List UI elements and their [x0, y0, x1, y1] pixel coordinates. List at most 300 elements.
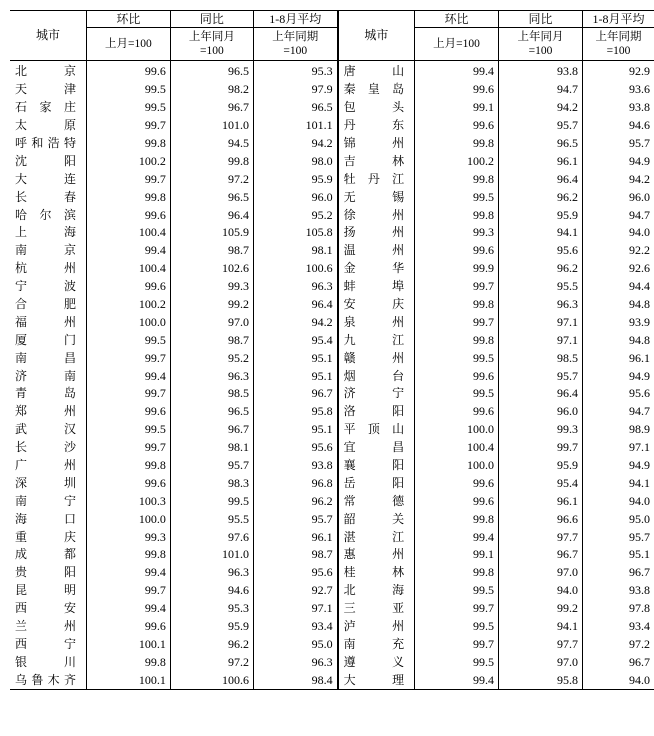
yoy-value-right: 96.4 [498, 385, 582, 403]
city-name-right: 赣 州 [338, 349, 415, 367]
table-row [10, 492, 654, 510]
avg-value-right: 95.7 [582, 528, 654, 546]
table-row [10, 81, 654, 99]
avg-value-left: 94.2 [254, 135, 338, 153]
avg-value-right: 96.7 [582, 564, 654, 582]
avg-value-right: 93.9 [582, 313, 654, 331]
mom-header-left: 环比 [87, 11, 171, 28]
yoy-value-right: 99.7 [498, 439, 582, 457]
yoy-header-right: 同比 [498, 11, 582, 28]
avg-value-right: 93.4 [582, 618, 654, 636]
avg-base-left: 上年同期 =100 [254, 28, 338, 61]
city-name-left: 昆 明 [15, 583, 76, 598]
table-row [10, 582, 654, 600]
yoy-value-left: 100.6 [170, 671, 253, 689]
city-name-right: 桂 林 [338, 564, 415, 582]
avg-value-left: 105.8 [254, 224, 338, 242]
yoy-value-left: 96.7 [170, 99, 253, 117]
yoy-base-right: 上年同月 =100 [498, 28, 582, 61]
mom-value-right: 99.5 [415, 188, 499, 206]
table-body [10, 61, 654, 690]
yoy-value-right: 96.1 [498, 152, 582, 170]
table-row [10, 600, 654, 618]
city-name-left: 哈尔滨 [15, 207, 76, 222]
table-row [10, 152, 654, 170]
avg-value-left: 95.3 [254, 61, 338, 81]
mom-value-left: 99.4 [87, 242, 171, 260]
yoy-value-right: 96.6 [498, 510, 582, 528]
city-name-right: 烟 台 [338, 367, 415, 385]
yoy-value-left: 96.5 [170, 403, 253, 421]
table-header [10, 11, 654, 61]
avg-value-right: 97.1 [582, 439, 654, 457]
avg-value-right: 97.2 [582, 636, 654, 654]
city-name-left: 沈 阳 [15, 153, 76, 168]
table-row [10, 528, 654, 546]
yoy-value-left: 98.5 [170, 385, 253, 403]
mom-value-right: 100.2 [415, 152, 499, 170]
avg-value-right: 94.8 [582, 296, 654, 314]
mom-value-right: 99.8 [415, 135, 499, 153]
city-name-left: 贵 阳 [15, 565, 76, 580]
avg-value-left: 95.6 [254, 564, 338, 582]
city-name-right: 岳 阳 [338, 474, 415, 492]
mom-value-left: 100.3 [87, 492, 171, 510]
table-row [10, 135, 654, 153]
avg-value-right: 94.1 [582, 474, 654, 492]
city-name-left: 广 州 [15, 458, 76, 473]
city-name-right: 韶 关 [338, 510, 415, 528]
avg-value-left: 100.6 [254, 260, 338, 278]
city-name-left: 长 春 [15, 189, 76, 204]
table-row [10, 421, 654, 439]
mom-value-right: 99.6 [415, 403, 499, 421]
mom-value-right: 99.5 [415, 653, 499, 671]
yoy-value-left: 96.2 [170, 636, 253, 654]
yoy-value-right: 95.7 [498, 117, 582, 135]
city-name-right: 宜 昌 [338, 439, 415, 457]
mom-value-left: 99.5 [87, 81, 171, 99]
mom-value-right: 99.3 [415, 224, 499, 242]
avg-value-right: 94.8 [582, 331, 654, 349]
yoy-value-right: 97.0 [498, 564, 582, 582]
city-name-left: 重 庆 [15, 529, 76, 544]
yoy-value-right: 96.5 [498, 135, 582, 153]
avg-value-right: 95.1 [582, 546, 654, 564]
yoy-value-right: 96.1 [498, 492, 582, 510]
mom-value-left: 100.0 [87, 313, 171, 331]
mom-value-left: 100.2 [87, 296, 171, 314]
avg-value-left: 95.9 [254, 170, 338, 188]
mom-base-left: 上月=100 [87, 28, 171, 61]
mom-value-right: 99.7 [415, 278, 499, 296]
yoy-value-right: 97.1 [498, 313, 582, 331]
yoy-value-right: 95.8 [498, 671, 582, 689]
mom-value-left: 100.4 [87, 224, 171, 242]
city-name-right: 湛 江 [338, 528, 415, 546]
mom-value-left: 99.7 [87, 349, 171, 367]
avg-value-left: 95.2 [254, 206, 338, 224]
avg-value-right: 94.0 [582, 224, 654, 242]
yoy-value-left: 97.2 [170, 170, 253, 188]
city-name-right: 牡丹江 [338, 170, 415, 188]
city-name-left: 上 海 [15, 225, 76, 240]
avg-value-right: 93.6 [582, 81, 654, 99]
mom-value-right: 99.6 [415, 492, 499, 510]
city-name-right: 温 州 [338, 242, 415, 260]
mom-value-left: 100.1 [87, 636, 171, 654]
yoy-value-left: 97.0 [170, 313, 253, 331]
yoy-value-left: 97.6 [170, 528, 253, 546]
avg-value-right: 95.0 [582, 510, 654, 528]
avg-value-left: 93.4 [254, 618, 338, 636]
yoy-value-left: 95.3 [170, 600, 253, 618]
mom-value-left: 99.6 [87, 474, 171, 492]
city-name-left: 宁 波 [15, 279, 76, 294]
avg-value-right: 92.6 [582, 260, 654, 278]
mom-value-right: 99.1 [415, 546, 499, 564]
yoy-value-left: 99.5 [170, 492, 253, 510]
mom-value-left: 99.7 [87, 439, 171, 457]
avg-value-left: 97.9 [254, 81, 338, 99]
yoy-value-left: 95.5 [170, 510, 253, 528]
mom-value-left: 100.4 [87, 260, 171, 278]
yoy-value-left: 99.8 [170, 152, 253, 170]
mom-value-right: 99.5 [415, 582, 499, 600]
avg-value-left: 96.8 [254, 474, 338, 492]
yoy-value-right: 95.5 [498, 278, 582, 296]
avg-value-right: 95.7 [582, 135, 654, 153]
mom-header-right: 环比 [415, 11, 499, 28]
avg-value-right: 94.9 [582, 457, 654, 475]
city-name-right: 唐 山 [338, 61, 415, 81]
yoy-value-right: 94.1 [498, 224, 582, 242]
city-name-right: 丹 东 [338, 117, 415, 135]
table-row [10, 188, 654, 206]
yoy-value-right: 95.6 [498, 242, 582, 260]
mom-value-right: 99.6 [415, 81, 499, 99]
table-row [10, 170, 654, 188]
city-name-right: 吉 林 [338, 152, 415, 170]
yoy-value-right: 96.0 [498, 403, 582, 421]
avg-value-left: 96.2 [254, 492, 338, 510]
table-row [10, 296, 654, 314]
yoy-header-left: 同比 [170, 11, 253, 28]
city-name-left: 乌鲁木齐 [10, 671, 87, 689]
yoy-value-left: 99.3 [170, 278, 253, 296]
yoy-value-right: 96.7 [498, 546, 582, 564]
mom-value-left: 99.3 [87, 528, 171, 546]
city-name-right: 包 头 [338, 99, 415, 117]
yoy-value-right: 96.2 [498, 188, 582, 206]
city-name-right: 金 华 [338, 260, 415, 278]
avg-value-left: 97.1 [254, 600, 338, 618]
avg-value-right: 98.9 [582, 421, 654, 439]
avg-value-right: 94.7 [582, 206, 654, 224]
city-name-right: 襄 阳 [338, 457, 415, 475]
table-row [10, 313, 654, 331]
mom-value-right: 100.4 [415, 439, 499, 457]
city-name-right: 常 德 [338, 492, 415, 510]
city-name-left: 天 津 [15, 82, 76, 97]
yoy-value-right: 99.2 [498, 600, 582, 618]
mom-value-left: 99.6 [87, 206, 171, 224]
avg-value-right: 94.0 [582, 492, 654, 510]
table-row [10, 403, 654, 421]
avg-value-left: 98.1 [254, 242, 338, 260]
avg-value-right: 94.4 [582, 278, 654, 296]
city-name-left: 厦 门 [15, 332, 76, 347]
yoy-value-right: 96.3 [498, 296, 582, 314]
mom-value-left: 99.8 [87, 135, 171, 153]
avg-value-left: 96.7 [254, 385, 338, 403]
yoy-value-right: 95.9 [498, 206, 582, 224]
table-row [10, 260, 654, 278]
yoy-value-left: 102.6 [170, 260, 253, 278]
avg-value-right: 92.9 [582, 61, 654, 81]
mom-value-right: 99.5 [415, 349, 499, 367]
table-row [10, 618, 654, 636]
city-name-left: 深 圳 [15, 475, 76, 490]
yoy-value-left: 94.6 [170, 582, 253, 600]
city-name-right: 安 庆 [338, 296, 415, 314]
yoy-value-right: 97.0 [498, 653, 582, 671]
mom-value-right: 99.8 [415, 206, 499, 224]
yoy-value-left: 96.4 [170, 206, 253, 224]
avg-value-left: 98.4 [254, 671, 338, 689]
city-name-right: 洛 阳 [338, 403, 415, 421]
avg-value-left: 98.7 [254, 546, 338, 564]
yoy-value-left: 101.0 [170, 117, 253, 135]
avg-value-left: 95.8 [254, 403, 338, 421]
mom-value-left: 99.5 [87, 99, 171, 117]
yoy-value-left: 98.7 [170, 331, 253, 349]
yoy-value-left: 99.2 [170, 296, 253, 314]
mom-value-left: 99.6 [87, 278, 171, 296]
avg-value-left: 98.0 [254, 152, 338, 170]
city-name-left: 南 宁 [15, 493, 76, 508]
yoy-value-left: 97.2 [170, 653, 253, 671]
city-name-left: 西 宁 [15, 636, 76, 651]
city-name-left: 大 连 [15, 171, 76, 186]
mom-value-right: 99.8 [415, 564, 499, 582]
yoy-value-right: 94.1 [498, 618, 582, 636]
yoy-value-left: 96.7 [170, 421, 253, 439]
yoy-value-right: 97.1 [498, 331, 582, 349]
yoy-value-left: 98.1 [170, 439, 253, 457]
city-name-right: 惠 州 [338, 546, 415, 564]
avg-value-left: 94.2 [254, 313, 338, 331]
yoy-value-left: 101.0 [170, 546, 253, 564]
yoy-value-right: 95.4 [498, 474, 582, 492]
mom-value-left: 99.8 [87, 546, 171, 564]
city-name-right: 平顶山 [338, 421, 415, 439]
avg-value-left: 95.1 [254, 349, 338, 367]
city-name-left: 南 京 [15, 243, 76, 258]
table-row [10, 349, 654, 367]
mom-value-left: 99.4 [87, 600, 171, 618]
avg-value-left: 101.1 [254, 117, 338, 135]
table-row [10, 457, 654, 475]
yoy-value-left: 96.5 [170, 188, 253, 206]
mom-value-right: 99.9 [415, 260, 499, 278]
yoy-value-right: 97.7 [498, 528, 582, 546]
table-row [10, 510, 654, 528]
mom-value-right: 99.7 [415, 636, 499, 654]
mom-value-right: 99.4 [415, 61, 499, 81]
mom-value-right: 99.6 [415, 242, 499, 260]
mom-value-left: 99.7 [87, 117, 171, 135]
table-row [10, 242, 654, 260]
city-name-left: 海 口 [15, 511, 76, 526]
mom-value-left: 100.0 [87, 510, 171, 528]
mom-value-right: 99.6 [415, 117, 499, 135]
mom-value-left: 100.2 [87, 152, 171, 170]
mom-value-left: 99.5 [87, 331, 171, 349]
yoy-value-left: 95.9 [170, 618, 253, 636]
table-row [10, 636, 654, 654]
mom-value-left: 99.6 [87, 403, 171, 421]
mom-value-right: 100.0 [415, 457, 499, 475]
avg-value-left: 96.0 [254, 188, 338, 206]
table-row [10, 671, 654, 689]
avg-value-right: 95.6 [582, 385, 654, 403]
yoy-value-right: 94.7 [498, 81, 582, 99]
mom-value-left: 99.8 [87, 457, 171, 475]
yoy-value-right: 96.2 [498, 260, 582, 278]
avg-value-right: 94.6 [582, 117, 654, 135]
city-name-left: 太 原 [15, 118, 76, 133]
yoy-value-right: 97.7 [498, 636, 582, 654]
city-name-right: 大 理 [338, 671, 415, 689]
city-name-left: 福 州 [15, 314, 76, 329]
mom-value-right: 99.4 [415, 528, 499, 546]
table-row [10, 117, 654, 135]
mom-value-left: 100.1 [87, 671, 171, 689]
city-name-left: 成 都 [15, 547, 76, 562]
avg-value-left: 95.6 [254, 439, 338, 457]
yoy-value-left: 98.3 [170, 474, 253, 492]
table-row [10, 546, 654, 564]
yoy-value-left: 96.3 [170, 564, 253, 582]
city-name-left: 长 沙 [15, 440, 76, 455]
mom-value-right: 99.4 [415, 671, 499, 689]
city-name-left: 石家庄 [15, 100, 76, 115]
city-name-left: 合 肥 [15, 297, 76, 312]
avg-value-left: 93.8 [254, 457, 338, 475]
mom-value-left: 99.7 [87, 582, 171, 600]
yoy-value-left: 95.7 [170, 457, 253, 475]
table-row [10, 474, 654, 492]
avg-value-left: 96.3 [254, 278, 338, 296]
avg-base-right: 上年同期 =100 [582, 28, 654, 61]
yoy-value-right: 93.8 [498, 61, 582, 81]
city-name-right: 扬 州 [338, 224, 415, 242]
table-row [10, 439, 654, 457]
avg-value-left: 96.1 [254, 528, 338, 546]
avg-value-right: 94.7 [582, 403, 654, 421]
city-name-left: 兰 州 [15, 619, 76, 634]
table-row [10, 331, 654, 349]
city-name-right: 南 充 [338, 636, 415, 654]
avg-value-left: 95.1 [254, 367, 338, 385]
city-name-right: 秦皇岛 [338, 81, 415, 99]
avg-value-right: 96.0 [582, 188, 654, 206]
avg-value-right: 94.0 [582, 671, 654, 689]
mom-value-right: 99.6 [415, 367, 499, 385]
mom-value-left: 99.4 [87, 564, 171, 582]
avg-value-left: 95.1 [254, 421, 338, 439]
avg-value-left: 96.5 [254, 99, 338, 117]
yoy-value-left: 94.5 [170, 135, 253, 153]
table-row [10, 385, 654, 403]
table-row [10, 206, 654, 224]
yoy-value-right: 99.3 [498, 421, 582, 439]
mom-value-left: 99.8 [87, 653, 171, 671]
mom-value-right: 99.8 [415, 296, 499, 314]
avg-value-right: 93.8 [582, 582, 654, 600]
mom-value-left: 99.6 [87, 61, 171, 81]
yoy-value-left: 98.7 [170, 242, 253, 260]
table-row [10, 99, 654, 117]
avg-value-right: 97.8 [582, 600, 654, 618]
avg-value-right: 94.9 [582, 367, 654, 385]
city-header-right: 城市 [338, 11, 415, 61]
mom-value-left: 99.4 [87, 367, 171, 385]
city-name-right: 无 锡 [338, 188, 415, 206]
avg-value-right: 94.2 [582, 170, 654, 188]
mom-value-left: 99.7 [87, 170, 171, 188]
city-name-right: 北 海 [338, 582, 415, 600]
yoy-base-left: 上年同月 =100 [170, 28, 253, 61]
yoy-value-left: 96.5 [170, 61, 253, 81]
mom-base-right: 上月=100 [415, 28, 499, 61]
avg-value-right: 94.9 [582, 152, 654, 170]
yoy-value-right: 95.7 [498, 367, 582, 385]
price-index-table [10, 10, 654, 690]
table-row [10, 653, 654, 671]
yoy-value-right: 96.4 [498, 170, 582, 188]
avg-value-right: 96.7 [582, 653, 654, 671]
city-name-right: 泸 州 [338, 618, 415, 636]
mom-value-right: 99.7 [415, 600, 499, 618]
city-name-left: 青 岛 [15, 386, 76, 401]
table-row [10, 61, 654, 81]
yoy-value-right: 98.5 [498, 349, 582, 367]
mom-value-left: 99.7 [87, 385, 171, 403]
mom-value-right: 99.8 [415, 510, 499, 528]
mom-value-right: 99.5 [415, 618, 499, 636]
avg-value-left: 96.3 [254, 653, 338, 671]
city-name-left: 郑 州 [15, 404, 76, 419]
mom-value-right: 99.1 [415, 99, 499, 117]
city-name-right: 泉 州 [338, 313, 415, 331]
city-name-left: 呼和浩特 [15, 136, 76, 150]
avg-header-right: 1-8月平均 [582, 11, 654, 28]
city-name-left: 济 南 [15, 368, 76, 383]
yoy-value-left: 98.2 [170, 81, 253, 99]
avg-value-left: 96.4 [254, 296, 338, 314]
city-name-right: 遵 义 [338, 653, 415, 671]
city-name-right: 济 宁 [338, 385, 415, 403]
city-name-left: 杭 州 [15, 261, 76, 276]
avg-value-left: 92.7 [254, 582, 338, 600]
avg-value-left: 95.0 [254, 636, 338, 654]
yoy-value-right: 95.9 [498, 457, 582, 475]
city-name-right: 徐 州 [338, 206, 415, 224]
city-name-left: 南 昌 [15, 350, 76, 365]
city-name-left: 北 京 [15, 64, 76, 79]
